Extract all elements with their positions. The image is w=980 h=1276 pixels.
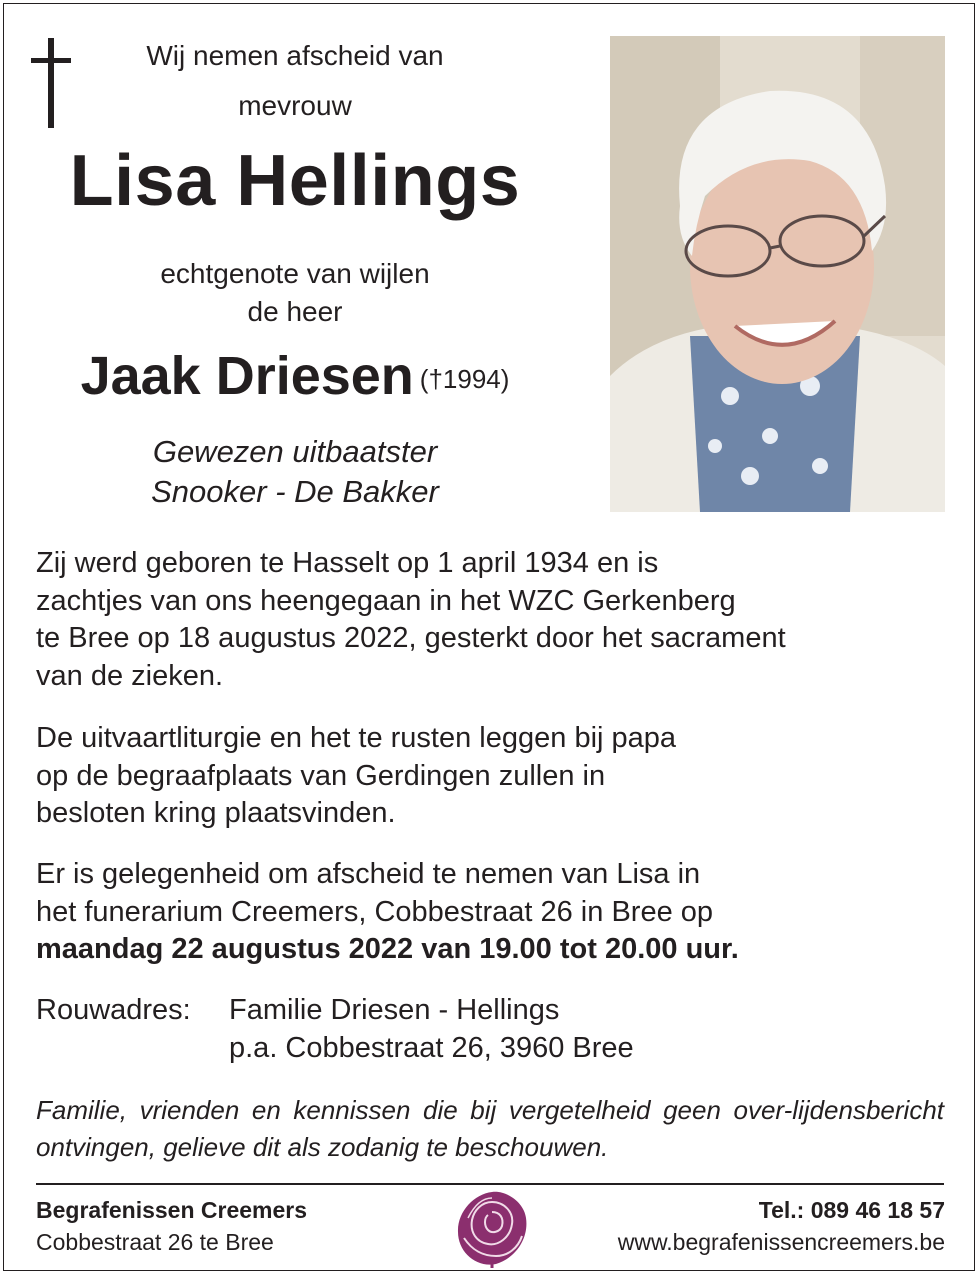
text-line: van de zieken. xyxy=(36,659,224,692)
address-line-2: p.a. Cobbestraat 26, 3960 Bree xyxy=(229,1032,634,1064)
funeral-home-website: www.begrafenissencreemers.be xyxy=(617,1229,945,1255)
rose-logo-icon xyxy=(452,1188,532,1268)
intro-line-2: mevrouw xyxy=(238,90,352,121)
deceased-name: Lisa Hellings xyxy=(69,141,521,221)
occupation-line-1: Gewezen uitbaatster xyxy=(152,434,438,469)
text-line: Zij werd geboren te Hasselt op 1 april 1934 en is xyxy=(36,547,659,579)
text-line: zachtjes van ons heengegaan in het WZC Gerkenberg xyxy=(36,584,736,617)
paragraph-birth-death xyxy=(36,545,946,695)
address-label: Rouwadres: xyxy=(36,994,191,1026)
text-line: het funerarium Creemers, Cobbestraat 26 in Bree op xyxy=(36,895,714,928)
text-line: De uitvaartliturgie en het te rusten leggen bij papa xyxy=(36,722,677,754)
paragraph-visitation xyxy=(36,856,946,969)
funeral-home-phone: Tel.: 089 46 18 57 xyxy=(758,1197,945,1223)
text-line: te Bree op 18 augustus 2022, gesterkt door het sacrament xyxy=(36,622,786,654)
funeral-home-street: Cobbestraat 26 te Bree xyxy=(36,1229,274,1255)
occupation xyxy=(50,432,540,512)
closing-note: Familie, vrienden en kennissen die bij vergetelheid geen over-lijdensbericht ontvingen, gelieve dit als zodanig te beschouwen. xyxy=(36,1095,944,1162)
spouse-name: Jaak Driesen xyxy=(80,346,414,406)
text-line: Er is gelegenheid om afscheid te nemen van Lisa in xyxy=(36,858,701,890)
spouse-death-year: (†1994) xyxy=(419,364,510,394)
visitation-datetime: maandag 22 augustus 2022 van 19.00 tot 20.00 uur. xyxy=(36,933,739,965)
funeral-home-name: Begrafenissen Creemers xyxy=(36,1197,308,1223)
text-line: op de begraafplaats van Gerdingen zullen in xyxy=(36,759,606,792)
occupation-line-2: Snooker - De Bakker xyxy=(151,474,439,509)
spouse-line xyxy=(20,345,570,407)
intro-line-1: Wij nemen afscheid van xyxy=(146,40,444,71)
address-line-1: Familie Driesen - Hellings xyxy=(229,994,560,1026)
paragraph-funeral xyxy=(36,720,946,833)
spouse-pre-line-1: echtgenote van wijlen xyxy=(160,258,430,289)
portrait-photo xyxy=(610,36,945,512)
spouse-pre-line-2: de heer xyxy=(247,296,343,327)
text-line: besloten kring plaatsvinden. xyxy=(36,797,396,829)
footer-divider xyxy=(36,1183,944,1185)
